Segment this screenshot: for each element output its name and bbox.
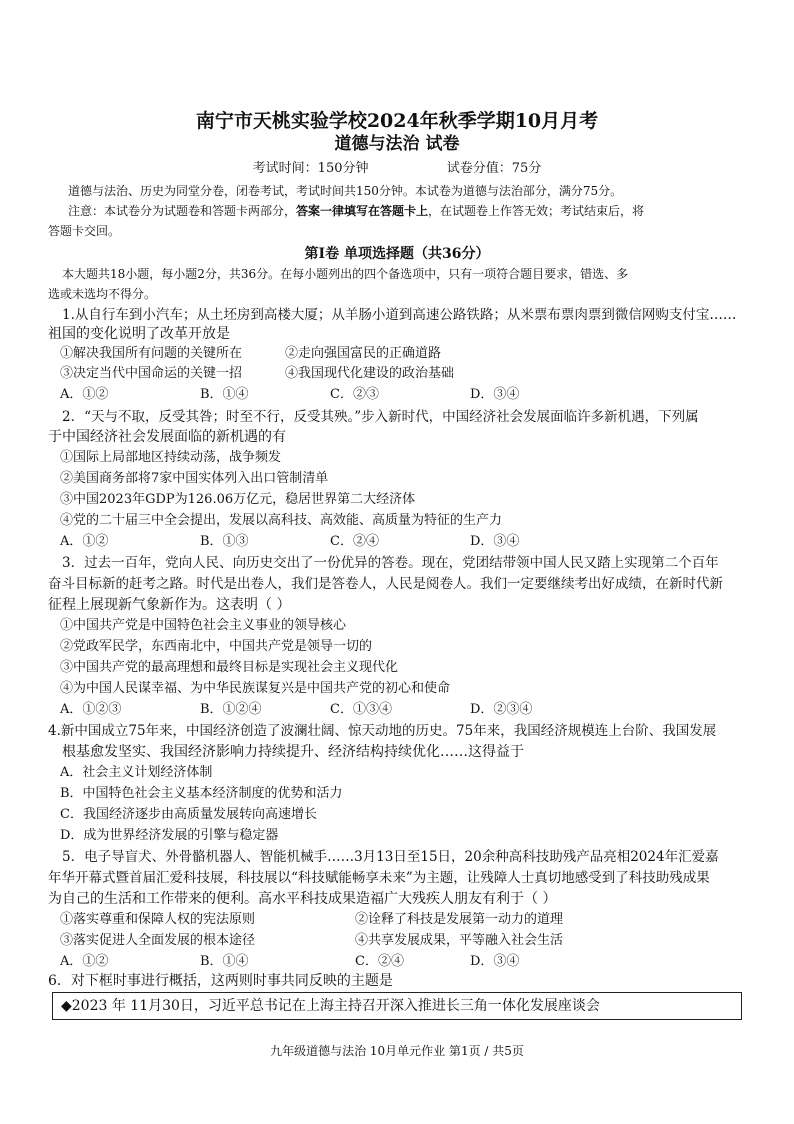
answer-choice: A．①② <box>60 387 109 402</box>
answer-choice: C．②④ <box>355 954 404 969</box>
answer-choice: D．③④ <box>470 387 520 402</box>
exam-subtitle: 道德与法治 试卷 <box>334 134 460 154</box>
statement-item: ③中国2023年GDP为126.06万亿元，稳居世界第二大经济体 <box>60 492 416 507</box>
question-stem: 6．对下框时事进行概括，这两则时事共同反映的主题是 <box>48 973 393 989</box>
statement-item: ②美国商务部将7家中国实体列入出口管制清单 <box>60 471 329 486</box>
statement-item: ④我国现代化建设的政治基础 <box>285 366 455 381</box>
statement-item: ④为中国人民谋幸福、为中华民族谋复兴是中国共产党的初心和使命 <box>60 681 451 696</box>
statement-item: ②党政军民学，东西南北中，中国共产党是领导一切的 <box>60 639 373 654</box>
answer-choice: D．②③④ <box>470 702 533 717</box>
page-footer: 九年级道德与法治 10月单元作业 第1页 / 共5页 <box>270 1044 524 1058</box>
answer-choice: A．①② <box>60 954 109 969</box>
section-heading: 第Ⅰ卷 单项选择题（共36分） <box>304 246 490 262</box>
question-stem: 为自己的生活和工作带来的便利。高水平科技成果造福广大残疾人朋友有利于（ ） <box>48 891 557 907</box>
question-stem: 5．电子导盲犬、外骨骼机器人、智能机械手……3月13日至15日，20余种高科技助残产品亮相2024年汇爱嘉 <box>62 849 719 865</box>
statement-item: ②走向强国富民的正确道路 <box>285 346 442 361</box>
answer-choice: D．③④ <box>470 954 520 969</box>
answer-choice: C．②③ <box>330 387 379 402</box>
question-stem: 4.新中国成立75年来，中国经济创造了波澜壮阔、惊天动地的历史。75年来，我国经济规模连上台阶、我国发展 <box>48 723 717 739</box>
section-intro-2: 选或未选均不得分。 <box>48 287 157 301</box>
question-stem: 祖国的变化说明了改革开放是 <box>48 326 230 342</box>
answer-choice: B．①②④ <box>200 702 262 717</box>
statement-item: ①国际上局部地区持续动荡，战争频发 <box>60 450 282 465</box>
answer-choice: A．社会主义计划经济体制 <box>60 765 213 780</box>
statement-item: ③中国共产党的最高理想和最终目标是实现社会主义现代化 <box>60 660 399 675</box>
statement-item: ④共享发展成果，平等融入社会生活 <box>355 933 564 948</box>
answer-choice: B．①④ <box>200 954 249 969</box>
answer-choice: B．中国特色社会主义基本经济制度的优势和活力 <box>60 786 343 801</box>
question-stem: 于中国经济社会发展面临的新机遇的有 <box>48 429 286 445</box>
exam-meta <box>0 160 794 178</box>
answer-choice: A．①② <box>60 534 109 549</box>
exam-note-1: 道德与法治、历史为同堂分卷，闭卷考试，考试时间共150分钟。本试卷为道德与法治部分，满分75分。 <box>68 184 623 198</box>
question-stem: 奋斗目标新的赶考之路。时代是出卷人，我们是答卷人，人民是阅卷人。我们一定要继续考出好成绩，在新时代新 <box>48 576 723 592</box>
statement-item: ③决定当代中国命运的关键一招 <box>60 366 243 381</box>
exam-note-3: 答题卡交回。 <box>48 224 121 238</box>
question-stem: 根基愈发坚实、我国经济影响力持续提升、经济结构持续优化……这得益于 <box>62 744 524 760</box>
question-stem: 3．过去一百年，党向人民、向历史交出了一份优异的答卷。现在，党团结带领中国人民又踏上实现第二个百年 <box>62 555 719 571</box>
question-stem: 年华开幕式暨首届汇爱科技展，科技展以“科技赋能畅享未来”为主题，让残障人士真切地感受到了科技助残成果 <box>48 870 710 886</box>
answer-choice: B．①③ <box>200 534 249 549</box>
statement-item: ①中国共产党是中国特色社会主义事业的领导核心 <box>60 618 347 633</box>
answer-choice: D．③④ <box>470 534 520 549</box>
statement-item: ①落实尊重和保障人权的宪法原则 <box>60 912 256 927</box>
question-stem: 征程上展现新气象新作为。这表明（ ） <box>48 597 291 613</box>
answer-choice: D．成为世界经济发展的引擎与稳定器 <box>60 828 279 843</box>
answer-choice: C．我国经济逐步由高质量发展转向高速增长 <box>60 807 317 822</box>
statement-item: ②诠释了科技是发展第一动力的道理 <box>355 912 564 927</box>
section-intro-1: 本大题共18小题，每小题2分，共36分。在每小题列出的四个备选项中，只有一项符合题目要求，错选、多 <box>62 267 629 281</box>
exam-title: 南宁市天桃实验学校2024年秋季学期10月月考 <box>195 110 599 132</box>
exam-note-2: 注意：本试卷分为试题卷和答题卡两部分，答案一律填写在答题卡上，在试题卷上作答无效；考试结束后，将 <box>68 204 645 218</box>
exam-time: 考试时间：150分钟 <box>252 161 369 176</box>
question-stem: 2．“天与不取，反受其咎；时至不行，反受其殃。”步入新时代，中国经济社会发展面临许多新机遇，下列属 <box>62 409 699 425</box>
answer-choice: C．①③④ <box>330 702 392 717</box>
statement-item: ①解决我国所有问题的关键所在 <box>60 346 243 361</box>
answer-choice: B．①④ <box>200 387 249 402</box>
exam-score: 试卷分值：75分 <box>446 161 542 176</box>
news-box: ◆2023 年 11月30日，习近平总书记在上海主持召开深入推进长三角一体化发展座谈会 <box>52 992 742 1020</box>
question-stem: 1.从自行车到小汽车；从土坯房到高楼大厦；从羊肠小道到高速公路铁路；从米票布票肉票到微信网购支付宝…… <box>62 307 737 323</box>
statement-item: ③落实促进人全面发展的根本途径 <box>60 933 256 948</box>
statement-item: ④党的二十届三中全会提出，发展以高科技、高效能、高质量为特征的生产力 <box>60 513 503 528</box>
answer-choice: A．①②③ <box>60 702 122 717</box>
answer-choice: C．②④ <box>330 534 379 549</box>
